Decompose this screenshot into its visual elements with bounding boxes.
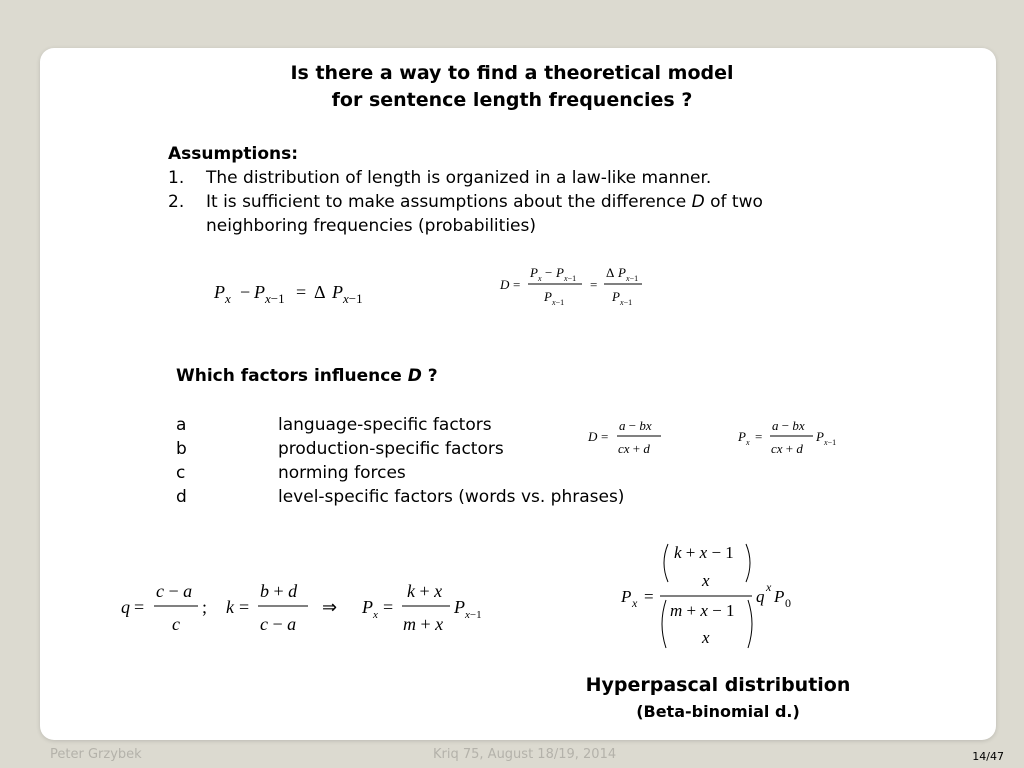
svg-text:x: x [632, 596, 638, 610]
svg-text:x−1: x−1 [552, 298, 565, 307]
formula-d-model [585, 416, 665, 460]
svg-text:x: x [538, 274, 542, 283]
svg-text:x−1: x−1 [465, 609, 482, 621]
svg-text:=: = [134, 597, 145, 617]
svg-text:=: = [239, 597, 250, 617]
svg-text:x−1: x−1 [564, 274, 577, 283]
svg-text:P: P [738, 429, 746, 444]
factor-row [176, 413, 624, 437]
svg-text:0: 0 [785, 596, 791, 610]
svg-text:q: q [756, 587, 765, 606]
assumption-number: 1. [168, 168, 185, 188]
assumptions-heading: Assumptions: [168, 144, 299, 164]
svg-text:x−1: x−1 [824, 438, 837, 447]
svg-text:k + x: k + x [407, 581, 443, 601]
svg-text:x: x [702, 571, 710, 590]
svg-text:P: P [618, 265, 626, 280]
factor-label: production-specific factors [278, 439, 504, 459]
svg-text:P: P [544, 289, 552, 304]
svg-text:P: P [332, 282, 343, 302]
assumption-text-italic: D [691, 192, 705, 212]
formula-difference [210, 278, 390, 308]
svg-text:x: x [373, 609, 378, 621]
svg-text:P: P [362, 597, 373, 617]
factor-list [176, 413, 624, 509]
svg-text:x−1: x−1 [343, 291, 363, 306]
svg-text:P: P [621, 587, 632, 606]
factors-heading-after: ? [421, 366, 438, 386]
factor-key: d [176, 487, 187, 507]
svg-text:x: x [746, 438, 750, 447]
assumption-text-before: It is sufficient to make assumptions about the difference [206, 192, 692, 212]
assumptions-block [168, 142, 763, 238]
svg-text:m + x − 1: m + x − 1 [670, 601, 735, 620]
svg-text:x: x [702, 628, 710, 647]
factors-heading-italic: D [407, 366, 422, 386]
svg-text:=: = [755, 429, 763, 444]
svg-text:Δ: Δ [314, 282, 326, 302]
svg-text:=: = [296, 282, 307, 302]
svg-text:a − bx: a − bx [772, 418, 805, 433]
factor-row [176, 437, 624, 461]
factor-label: level-specific factors (words vs. phrases) [278, 487, 625, 507]
svg-text:m + x: m + x [403, 614, 444, 634]
formula-recurrence [118, 578, 494, 638]
svg-text:P: P [556, 265, 564, 280]
slide-title [0, 60, 1024, 114]
svg-text:P: P [530, 265, 538, 280]
title-line-2: for sentence length frequencies ? [331, 89, 693, 111]
svg-text:Δ: Δ [606, 265, 615, 280]
svg-text:x−1: x−1 [626, 274, 639, 283]
svg-text:k + x − 1: k + x − 1 [674, 543, 734, 562]
svg-text:cx + d: cx + d [771, 441, 803, 456]
svg-text:=: = [601, 429, 609, 444]
footer-page-number: 14/47 [972, 750, 1004, 763]
factors-heading [176, 366, 438, 386]
svg-text:c: c [172, 614, 180, 634]
svg-text:=: = [383, 597, 394, 617]
assumption-text: The distribution of length is organized in a law-like manner. [206, 168, 712, 188]
svg-text:P: P [214, 282, 225, 302]
svg-text:P: P [816, 429, 824, 444]
svg-text:x: x [766, 580, 772, 594]
svg-text:P: P [454, 597, 465, 617]
svg-text:=: = [590, 277, 598, 292]
svg-text:=: = [513, 277, 521, 292]
svg-text:x−1: x−1 [265, 291, 285, 306]
svg-text:D: D [500, 277, 510, 292]
factor-key: a [176, 415, 187, 435]
formula-px-model [735, 416, 845, 460]
svg-text:x: x [225, 291, 231, 306]
factor-key: b [176, 439, 187, 459]
svg-text:cx + d: cx + d [618, 441, 650, 456]
formula-d-definition [496, 262, 682, 312]
svg-text:D: D [588, 429, 598, 444]
factor-row [176, 461, 624, 485]
caption-subtitle: (Beta-binomial d.) [636, 702, 800, 721]
assumption-text-line2: neighboring frequencies (probabilities) [206, 216, 536, 236]
svg-text:P: P [774, 587, 785, 606]
svg-text:k: k [226, 597, 234, 617]
svg-text:=: = [644, 587, 654, 606]
svg-text:P: P [612, 289, 620, 304]
formula-hyperpascal [618, 536, 798, 654]
svg-text:x−1: x−1 [620, 298, 633, 307]
svg-text:c − a: c − a [156, 581, 193, 601]
caption-title: Hyperpascal distribution [585, 674, 851, 696]
svg-text:−: − [240, 282, 251, 302]
assumption-number: 2. [168, 192, 185, 212]
factor-label: norming forces [278, 463, 406, 483]
factor-label: language-specific factors [278, 415, 492, 435]
svg-text:;: ; [202, 597, 208, 617]
factor-row [176, 485, 624, 509]
footer-author: Peter Grzybek [50, 747, 142, 762]
factors-heading-before: Which factors influence [176, 366, 408, 386]
svg-text:q: q [121, 597, 130, 617]
footer-event: Kriq 75, August 18/19, 2014 [433, 747, 617, 762]
svg-text:c − a: c − a [260, 614, 297, 634]
assumption-item [168, 166, 763, 190]
svg-text:−: − [545, 265, 553, 280]
svg-text:⇒: ⇒ [322, 597, 338, 617]
svg-text:P: P [254, 282, 265, 302]
assumptions-list [168, 166, 763, 238]
assumption-text-after: of two [704, 192, 763, 212]
assumption-item [168, 190, 763, 238]
svg-text:b + d: b + d [260, 581, 298, 601]
svg-text:a − bx: a − bx [619, 418, 652, 433]
title-line-1: Is there a way to find a theoretical model [290, 62, 734, 84]
factor-key: c [176, 463, 186, 483]
